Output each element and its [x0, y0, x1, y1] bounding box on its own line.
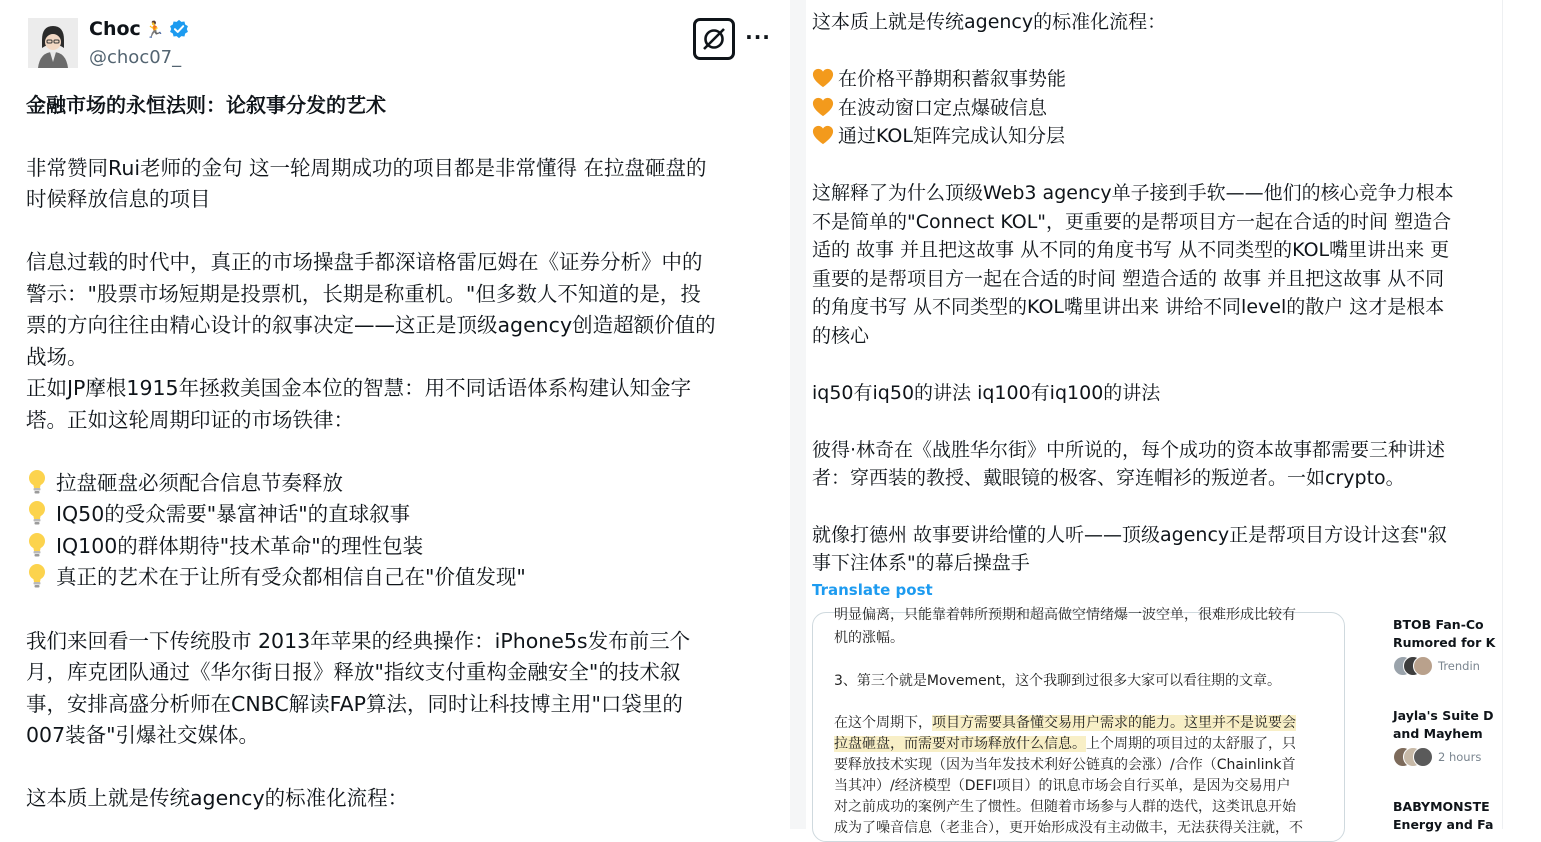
tweet-line: iq50有iq50的讲法 iq100有iq100的讲法	[812, 382, 1161, 404]
bullet-item	[26, 468, 343, 500]
panel-divider	[790, 0, 806, 829]
heart-text: 通过KOL矩阵完成认知分层	[838, 125, 1065, 147]
mini-avatar	[1413, 747, 1433, 767]
embed-line	[834, 713, 1296, 734]
trending-item[interactable]	[1393, 616, 1496, 676]
grok-icon	[701, 26, 727, 52]
bullet-item	[26, 531, 423, 563]
bullet-text: IQ50的受众需要"暴富神话"的直球叙事	[56, 502, 411, 526]
grok-button[interactable]	[693, 18, 735, 60]
heart-item	[812, 122, 1065, 151]
author-emoji: 🏃	[144, 19, 165, 39]
translate-post-link[interactable]: Translate post	[812, 581, 933, 599]
trending-meta-text: Trendin	[1438, 659, 1480, 673]
trending-title: and Mayhem	[1393, 726, 1483, 741]
embed-line: 对之前成功的案例产生了惯性。但随着市场参与人群的迭代，这类讯息开始	[834, 799, 1296, 815]
tweet-line: 者：穿西装的教授、戴眼镜的极客、穿连帽衫的叛逆者。一如crypto。	[812, 467, 1405, 489]
author-avatar[interactable]	[28, 18, 78, 68]
lightbulb-icon	[26, 500, 48, 526]
tweet-line: 月，库克团队通过《华尔街日报》释放"指纹支付重构金融安全"的技术叙	[26, 660, 681, 684]
embed-line: 当其冲）/经济模型（DEFI项目）的讯息市场会自行买单，是因为交易用户	[834, 778, 1291, 794]
more-dots-icon[interactable]: ···	[745, 25, 771, 49]
tweet-line: 事，安排高盛分析师在CNBC解读FAP算法，同时让科技博主用"口袋里的	[26, 692, 683, 716]
bullet-item	[26, 562, 526, 594]
tweet-line: 不是简单的"Connect KOL"，更重要的是帮项目方一起在合适的时间 塑造合	[812, 211, 1452, 233]
author-handle[interactable]: @choc07_	[89, 47, 182, 68]
trending-meta	[1393, 656, 1485, 676]
tweet-line: 这解释了为什么顶级Web3 agency单子接到手软——他们的核心竞争力根本	[812, 182, 1454, 204]
author-name-row[interactable]	[89, 18, 189, 40]
right-margin	[1503, 0, 1541, 829]
tweet-line: 这本质上就是传统agency的标准化流程：	[812, 11, 1167, 33]
trending-title: Energy and Fa	[1393, 817, 1494, 832]
trending-item[interactable]	[1393, 798, 1494, 834]
embedded-image[interactable]	[812, 607, 1345, 842]
bullet-text: 真正的艺术在于让所有受众都相信自己在"价值发现"	[56, 565, 526, 589]
tweet-line: 彼得·林奇在《战胜华尔街》中所说的，每个成功的资本故事都需要三种讲述	[812, 439, 1446, 461]
verified-badge-icon	[169, 19, 189, 39]
trending-meta	[1393, 747, 1485, 767]
heart-item	[812, 65, 1066, 94]
mini-avatars	[1393, 656, 1433, 676]
author-name[interactable]: Choc	[89, 18, 141, 40]
tweet-title: 金融市场的永恒法则：论叙事分发的艺术	[26, 93, 386, 117]
trending-item[interactable]	[1393, 707, 1494, 767]
heart-text: 在价格平静期积蓄叙事势能	[838, 68, 1067, 90]
tweet-line: 适的 故事 并且把这故事 从不同的角度书写 从不同类型的KOL嘴里讲出来 更	[812, 239, 1450, 261]
tweet-line: 非常赞同Rui老师的金句 这一轮周期成功的项目都是非常懂得 在拉盘砸盘的	[26, 156, 707, 180]
orange-heart-icon	[812, 124, 834, 146]
trending-title: BTOB Fan-Co	[1393, 617, 1484, 632]
mini-avatars	[1393, 747, 1433, 767]
embed-text: 在这个周期下，	[834, 715, 932, 731]
bullet-item	[26, 499, 410, 531]
trending-title: Jayla's Suite D	[1393, 708, 1494, 723]
heart-item	[812, 94, 1047, 123]
tweet-line: 正如JP摩根1915年拯救美国金本位的智慧：用不同话语体系构建认知金字	[26, 376, 692, 400]
tweet-line: 塔。正如这轮周期印证的市场铁律：	[26, 408, 354, 432]
lightbulb-icon	[26, 563, 48, 589]
tweet-line: 警示："股票市场短期是投票机，长期是称重机。"但多数人不知道的是，投	[26, 282, 701, 306]
tweet-line: 我们来回看一下传统股市 2013年苹果的经典操作：iPhone5s发布前三个	[26, 629, 691, 653]
tweet-line: 007装备"引爆社交媒体。	[26, 723, 260, 747]
tweet-line: 的核心	[812, 325, 870, 347]
tweet-line: 票的方向往往由精心设计的叙事决定——这正是顶级agency创造超额价值的	[26, 313, 716, 337]
heart-text: 在波动窗口定点爆破信息	[838, 97, 1048, 119]
bullet-text: IQ100的群体期待"技术革命"的理性包装	[56, 534, 424, 558]
tweet-right-panel	[806, 0, 1541, 836]
embed-highlight: 拉盘砸盘，而需要对市场释放什么信息。	[834, 736, 1086, 752]
orange-heart-icon	[812, 96, 834, 118]
embed-highlight: 项目方需要具备懂交易用户需求的能力。这里并不是说要会	[932, 715, 1296, 731]
tweet-line: 的角度书写 从不同类型的KOL嘴里讲出来 讲给不同level的散户 这才是根本	[812, 296, 1445, 318]
tweet-line: 信息过载的时代中，真正的市场操盘手都深谙格雷厄姆在《证券分析》中的	[26, 250, 703, 274]
embed-line: 明显偏离，只能靠着韩所预期和超高做空情绪爆一波空单，很难形成比较有	[834, 607, 1296, 623]
tweet-line: 这本质上就是传统agency的标准化流程：	[26, 786, 409, 810]
embed-line: 3、第三个就是Movement，这个我聊到过很多大家可以看往期的文章。	[834, 673, 1282, 689]
lightbulb-icon	[26, 469, 48, 495]
embed-line	[834, 734, 1296, 755]
embed-line: 机的涨幅。	[834, 630, 904, 646]
orange-heart-icon	[812, 67, 834, 89]
embed-text: 上个周期的项目过的太舒服了，只	[1086, 736, 1296, 752]
trending-title: BABYMONSTE	[1393, 799, 1490, 814]
mini-avatar	[1413, 656, 1433, 676]
embed-line: 要释放技术实现（因为当年发技术利好公链真的会涨）/合作（Chainlink首	[834, 757, 1296, 773]
trending-meta-text: 2 hours	[1438, 750, 1482, 764]
trending-title: Rumored for K	[1393, 635, 1496, 650]
tweet-line: 事下注体系"的幕后操盘手	[812, 552, 1030, 574]
embed-line: 成为了噪音信息（老韭合），更开始形成没有主动做丰，无法获得关注就，不	[834, 820, 1303, 836]
tweet-line: 时候释放信息的项目	[26, 187, 211, 211]
tweet-line: 重要的是帮项目方一起在合适的时间 塑造合适的 故事 并且把这故事 从不同	[812, 268, 1445, 290]
tweet-line: 就像打德州 故事要讲给懂的人听——顶级agency正是帮项目方设计这套"叙	[812, 524, 1447, 546]
lightbulb-icon	[26, 532, 48, 558]
bullet-text: 拉盘砸盘必须配合信息节奏释放	[56, 471, 343, 495]
tweet-line: 战场。	[26, 345, 88, 369]
